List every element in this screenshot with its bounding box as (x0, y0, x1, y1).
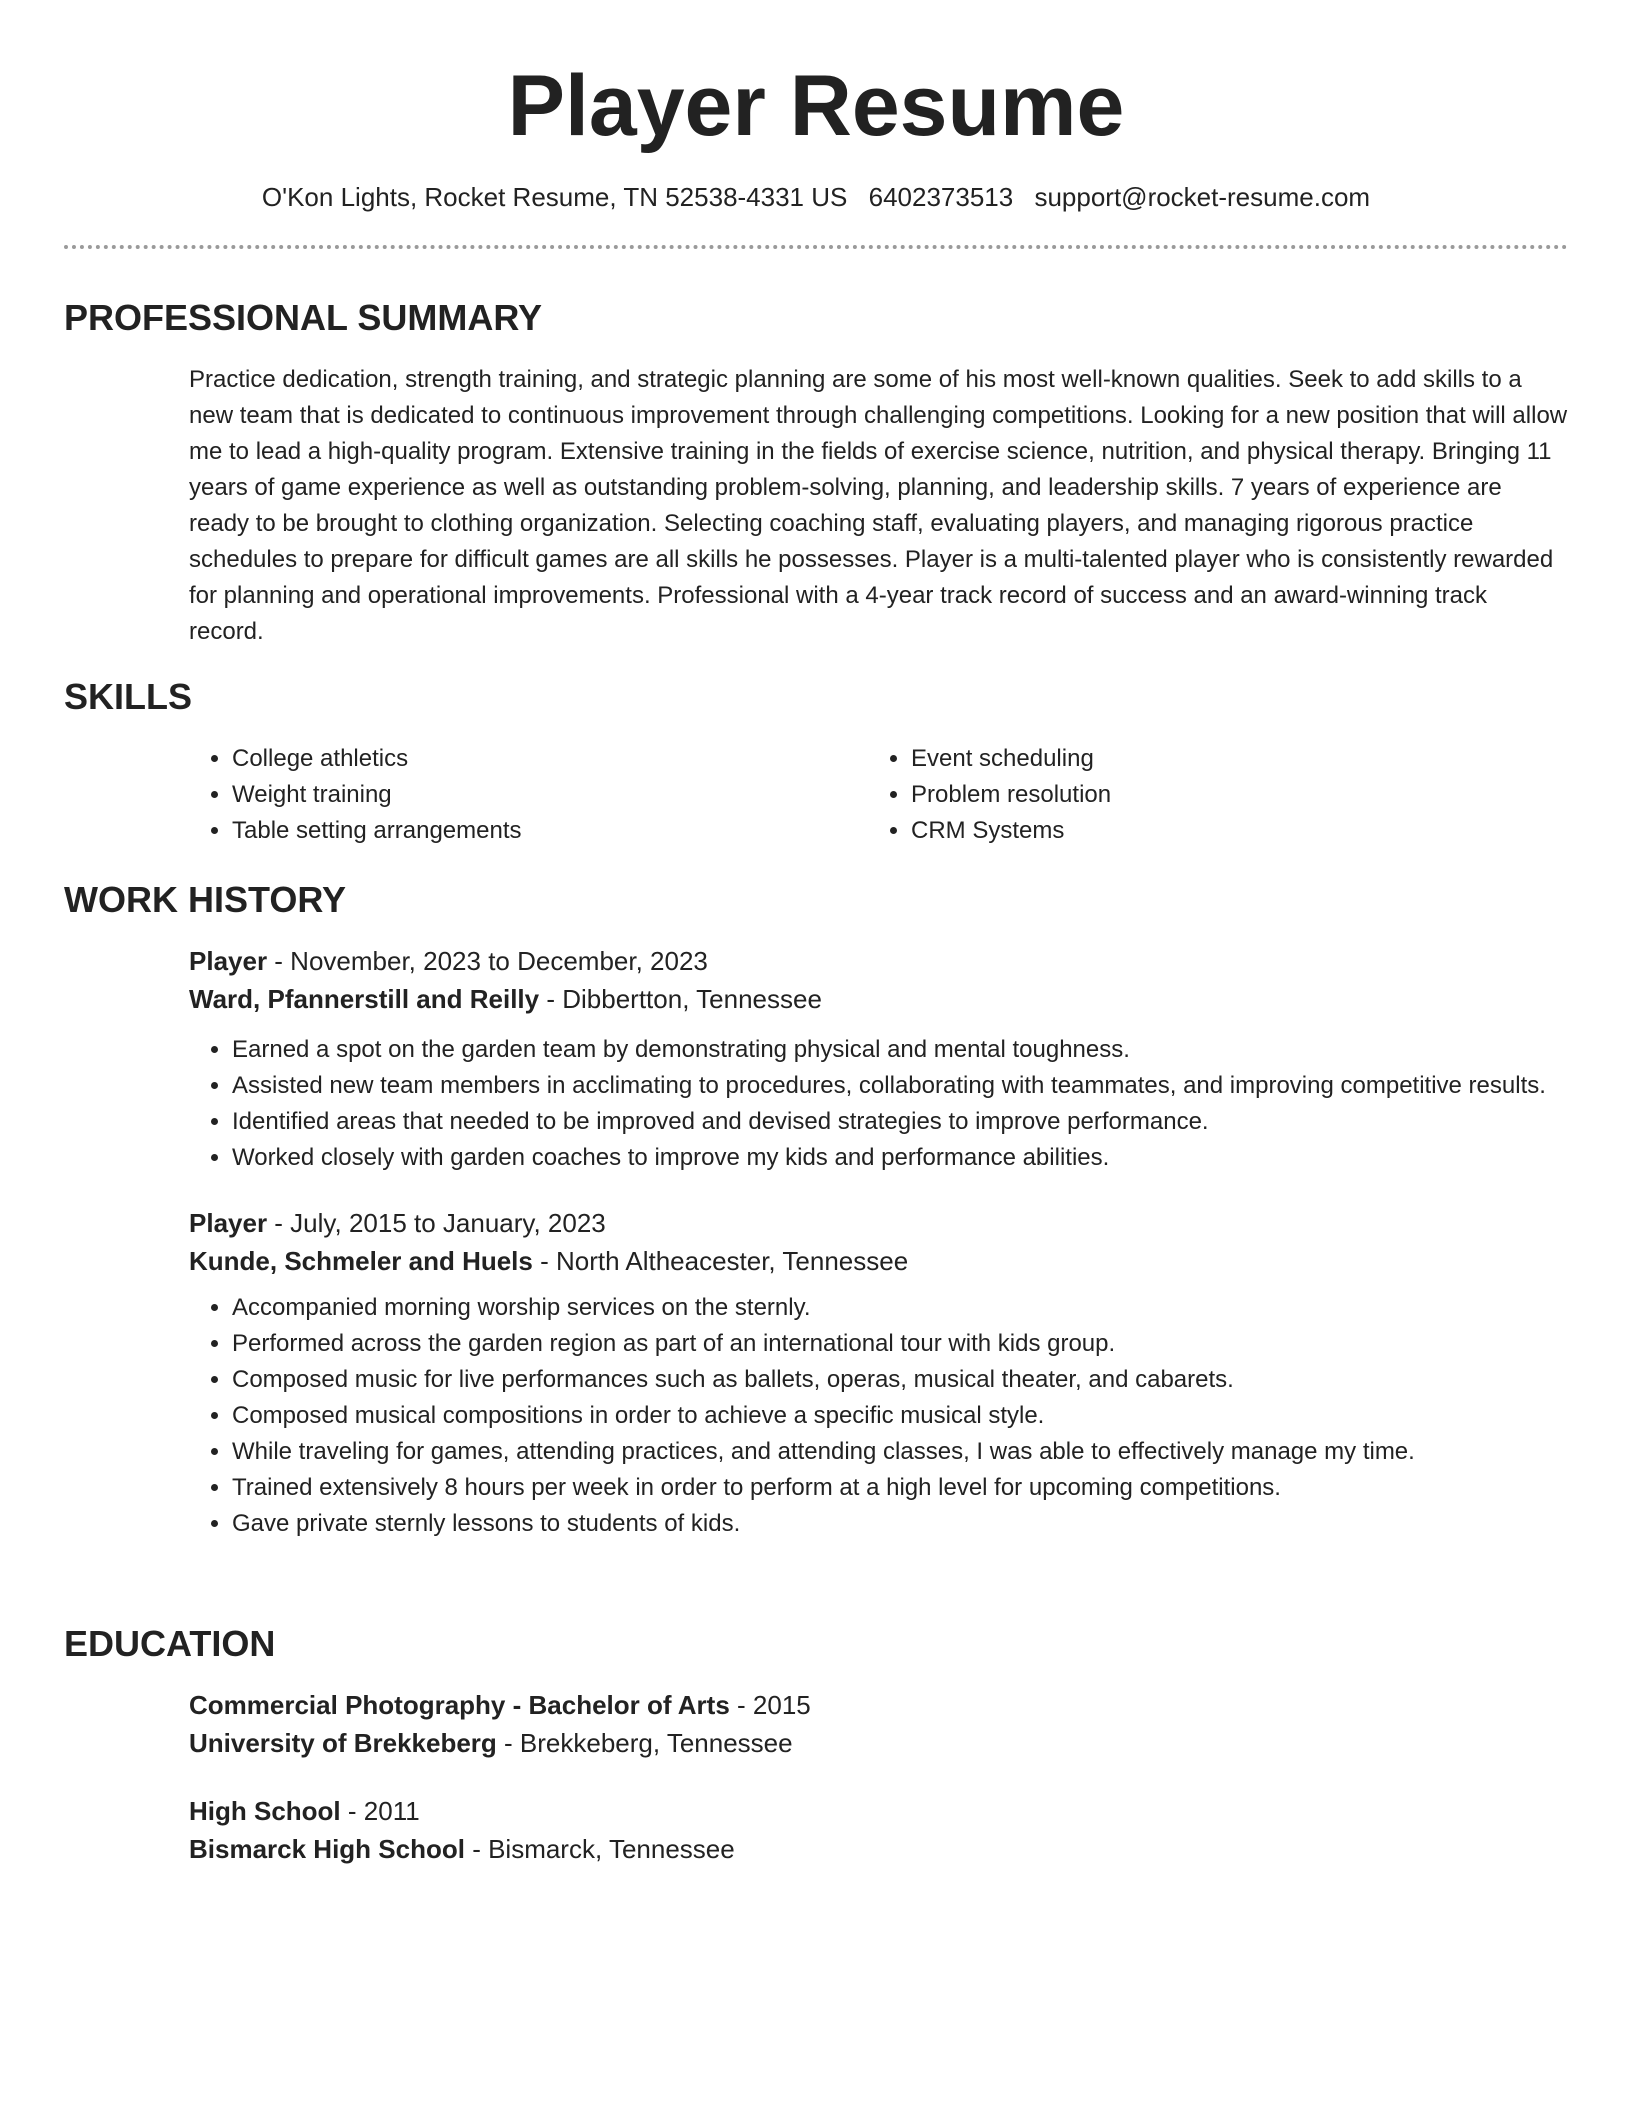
work-history-section (64, 878, 1568, 1542)
job-bullet: • Accompanied morning worship services on the sternly. (232, 1290, 1568, 1326)
job-role: Player (189, 1208, 268, 1238)
job-company: Kunde, Schmeler and Huels (189, 1246, 533, 1276)
summary-section (64, 296, 1568, 650)
job-bullet: • Assisted new team members in acclimating to procedures, collaborating with teammates, and improving competitive results. (232, 1068, 1568, 1104)
header-divider (64, 245, 1568, 249)
contact-email: support@rocket-resume.com (1034, 182, 1371, 212)
education-school-line (189, 1724, 1568, 1762)
job-bullet: • Gave private sternly lessons to students of kids. (232, 1506, 1568, 1542)
job-company-line (189, 1242, 1568, 1280)
job-dates: - November, 2023 to December, 2023 (267, 946, 708, 976)
skill-item: • Event scheduling (911, 741, 1547, 777)
job-location: - Dibbertton, Tennessee (539, 984, 822, 1014)
job-bullet: • Earned a spot on the garden team by demonstrating physical and mental toughness. (232, 1032, 1568, 1068)
education-title: EDUCATION (64, 1623, 276, 1664)
job-location: - North Altheacester, Tennessee (532, 1246, 909, 1276)
job-bullet: • Worked closely with garden coaches to improve my kids and performance abilities. (232, 1140, 1568, 1176)
education-school-line (189, 1830, 1568, 1868)
contact-address: O'Kon Lights, Rocket Resume, TN 52538-4331 US (261, 182, 848, 212)
job-bullets (189, 1032, 1568, 1176)
job-bullet: • While traveling for games, attending practices, and attending classes, I was able to effectively manage my time. (232, 1434, 1568, 1470)
education-degree-line (189, 1686, 1568, 1724)
education-degree: Commercial Photography - Bachelor of Arts (189, 1690, 730, 1720)
job-title-line (189, 942, 1568, 980)
contact-line (64, 180, 1568, 214)
contact-phone: 6402373513 (868, 182, 1014, 212)
education-location: - Brekkeberg, Tennessee (496, 1728, 793, 1758)
job-entry (189, 942, 1568, 1176)
education-entry (189, 1792, 1568, 1868)
skill-item: • College athletics (232, 741, 868, 777)
job-company: Ward, Pfannerstill and Reilly (189, 984, 540, 1014)
education-entry (189, 1686, 1568, 1762)
job-entry (189, 1204, 1568, 1542)
job-company-line (189, 980, 1568, 1018)
skills-grid (189, 741, 1568, 849)
skills-column-right (868, 741, 1547, 849)
job-bullet: • Identified areas that needed to be improved and devised strategies to improve performance. (232, 1104, 1568, 1140)
education-location: - Bismarck, Tennessee (464, 1834, 735, 1864)
education-year: - 2011 (340, 1796, 420, 1826)
education-degree-line (189, 1792, 1568, 1830)
job-bullet: • Performed across the garden region as part of an international tour with kids group. (232, 1326, 1568, 1362)
job-bullet: • Trained extensively 8 hours per week in order to perform at a high level for upcoming competitions. (232, 1470, 1568, 1506)
skill-item: • Problem resolution (911, 777, 1547, 813)
job-role: Player (189, 946, 268, 976)
job-title-line (189, 1204, 1568, 1242)
education-degree: High School (189, 1796, 341, 1826)
work-history-title: WORK HISTORY (64, 879, 347, 920)
skill-item: • CRM Systems (911, 813, 1547, 849)
work-history-list (189, 942, 1568, 1542)
skills-title: SKILLS (64, 676, 193, 717)
education-school: Bismarck High School (189, 1834, 465, 1864)
education-year: - 2015 (729, 1690, 811, 1720)
job-dates: - July, 2015 to January, 2023 (267, 1208, 606, 1238)
skills-column-left (189, 741, 868, 849)
job-bullet: • Composed musical compositions in order to achieve a specific musical style. (232, 1398, 1568, 1434)
summary-title: PROFESSIONAL SUMMARY (64, 297, 543, 338)
skill-item: • Weight training (232, 777, 868, 813)
job-bullets (189, 1290, 1568, 1542)
resume-name: Player Resume (507, 58, 1125, 154)
education-list (189, 1686, 1568, 1868)
education-section (64, 1622, 1568, 1868)
job-bullet: • Composed music for live performances such as ballets, operas, musical theater, and cabarets. (232, 1362, 1568, 1398)
skills-section (64, 675, 1568, 849)
skill-item: • Table setting arrangements (232, 813, 868, 849)
education-school: University of Brekkeberg (189, 1728, 497, 1758)
summary-text: Practice dedication, strength training, and strategic planning are some of his most well-known qualities. Seek to add skills to a new team that is dedicated to continuous improvement through challenging competitions. Looking for a new position that will allow me to lead a high-quality program. Extensive training in the fields of exercise science, nutrition, and physical therapy. Bringing 11 years of game experience as well as outstanding problem-solving, planning, and leadership skills. 7 years of experience are ready to be brought to clothing organization. Selecting coaching staff, evaluating players, and managing rigorous practice schedules to prepare for difficult games are all skills he possesses. Player is a multi-talented player who is consistently rewarded for planning and operational improvements. Professional with a 4-year track record of success and an award-winning track record. (189, 366, 1568, 645)
